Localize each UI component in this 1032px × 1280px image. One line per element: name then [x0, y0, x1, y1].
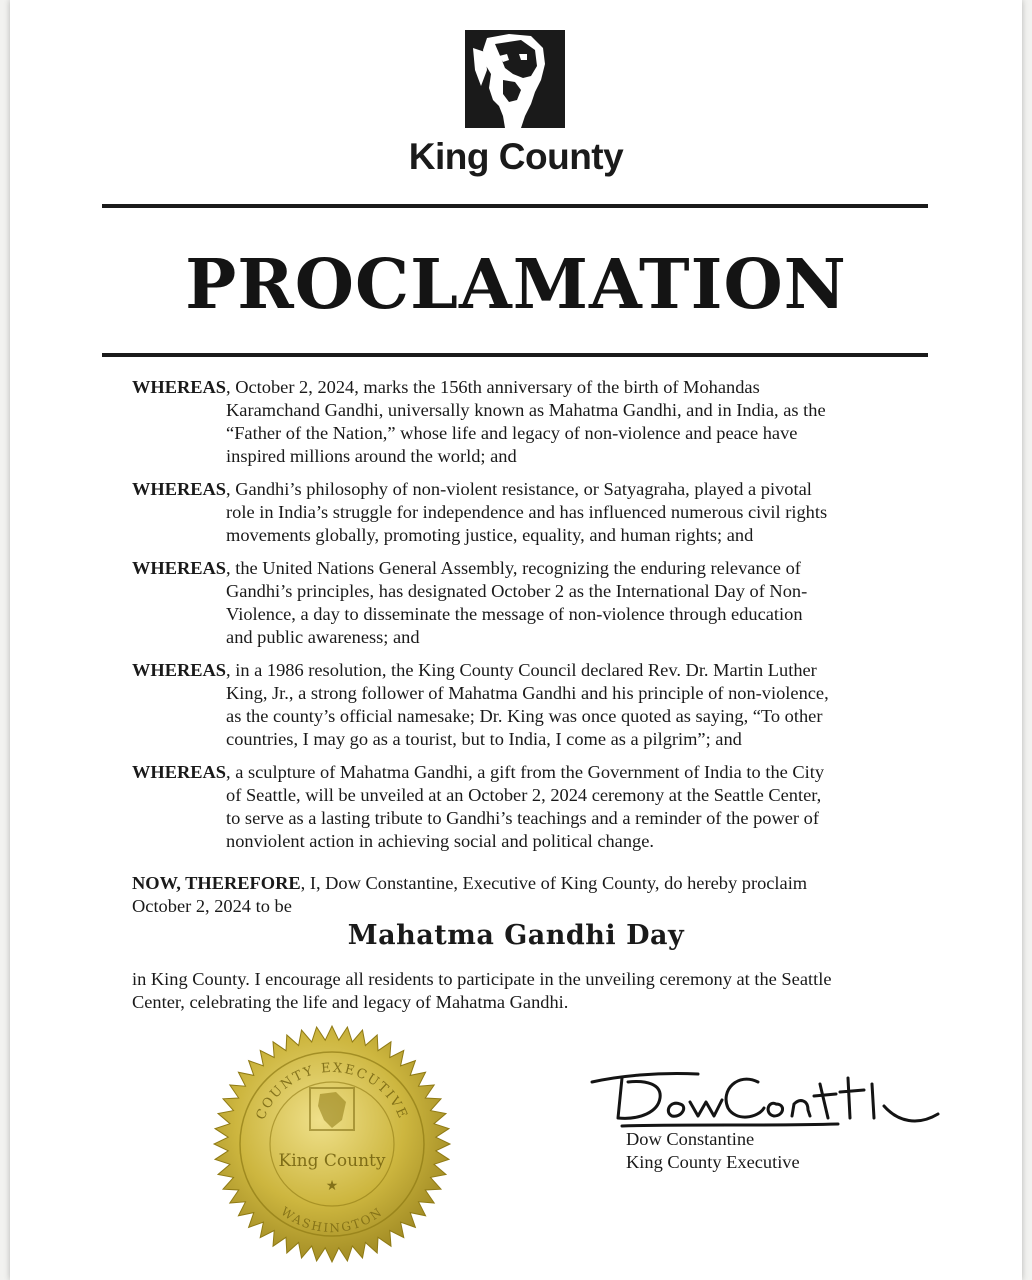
closing-paragraph	[132, 968, 912, 1014]
clause-line: role in India’s struggle for independence and has influenced numerous civil rights	[226, 502, 828, 522]
signatory-title: King County Executive	[626, 1152, 800, 1172]
clause-text	[226, 478, 827, 547]
now-therefore-text-2: October 2, 2024 to be	[132, 896, 292, 916]
closing-line: in King County. I encourage all residents to participate in the unveiling ceremony at the Seattle	[132, 969, 832, 989]
clause-line: as the county’s official namesake; Dr. King was once quoted as saying, “To other	[226, 706, 823, 726]
clause-line: to serve as a lasting tribute to Gandhi’s teachings and a reminder of the power of	[226, 808, 819, 828]
seal-bottom-text: WASHINGTON	[278, 1204, 386, 1236]
closing-line: Center, celebrating the life and legacy of Mahatma Gandhi.	[132, 992, 569, 1012]
clause-line: nonviolent action in achieving social and political change.	[226, 831, 654, 851]
clause-line: and public awareness; and	[226, 627, 420, 647]
page-title: PROCLAMATION	[185, 245, 847, 325]
now-therefore-keyword: NOW, THEREFORE	[132, 873, 301, 893]
clause-line: Gandhi’s principles, has designated October 2 as the International Day of Non-	[226, 581, 808, 601]
clause-line: movements globally, promoting justice, equality, and human rights; and	[226, 525, 754, 545]
signatory-name: Dow Constantine	[626, 1129, 755, 1149]
clause-line: countries, I may go as a tourist, but to India, I come as a pilgrim”; and	[226, 729, 742, 749]
gold-seal	[212, 1024, 452, 1264]
whereas-keyword: WHEREAS	[132, 660, 227, 680]
clause-text	[226, 376, 826, 468]
clause-line: , a sculpture of Mahatma Gandhi, a gift from the Government of India to the City	[226, 762, 825, 782]
clause-line: , October 2, 2024, marks the 156th anniversary of the birth of Mohandas	[226, 377, 760, 397]
proclaimed-day-name: Mahatma Gandhi Day	[347, 920, 685, 951]
whereas-clause	[132, 659, 912, 751]
whereas-keyword: WHEREAS	[132, 558, 227, 578]
bottom-rule	[102, 353, 928, 357]
clause-text	[226, 659, 829, 751]
whereas-keyword: WHEREAS	[132, 762, 227, 782]
clause-line: Violence, a day to disseminate the message of non-violence through education	[226, 604, 803, 624]
clause-line: of Seattle, will be unveiled at an October 2, 2024 ceremony at the Seattle Center,	[226, 785, 822, 805]
whereas-keyword: WHEREAS	[132, 377, 227, 397]
whereas-clause	[132, 557, 912, 649]
clause-text	[226, 761, 824, 853]
top-rule	[102, 204, 928, 208]
clause-line: , the United Nations General Assembly, recognizing the enduring relevance of	[226, 558, 801, 578]
clause-line: , in a 1986 resolution, the King County Council declared Rev. Dr. Martin Luther	[226, 660, 817, 680]
whereas-clause	[132, 376, 912, 468]
whereas-clause	[132, 478, 912, 547]
whereas-clause	[132, 761, 912, 853]
seal-top-text: COUNTY EXECUTIVE	[253, 1060, 411, 1123]
clause-line: Karamchand Gandhi, universally known as Mahatma Gandhi, and in India, as the	[226, 400, 826, 420]
whereas-clauses	[132, 376, 912, 863]
king-county-logo	[465, 30, 565, 128]
county-name: King County	[408, 136, 624, 177]
star-icon: ★	[325, 1178, 339, 1194]
now-therefore-clause	[132, 872, 912, 918]
clause-line: King, Jr., a strong follower of Mahatma Gandhi and his principle of non-violence,	[226, 683, 829, 703]
seal-center-text: King County	[278, 1151, 386, 1171]
whereas-keyword: WHEREAS	[132, 479, 227, 499]
clause-line: inspired millions around the world; and	[226, 446, 517, 466]
clause-line: “Father of the Nation,” whose life and legacy of non-violence and peace have	[226, 423, 798, 443]
clause-text	[226, 557, 807, 649]
now-therefore-text: , I, Dow Constantine, Executive of King County, do hereby proclaim	[300, 873, 808, 893]
clause-line: , Gandhi’s philosophy of non-violent resistance, or Satyagraha, played a pivotal	[226, 479, 812, 499]
